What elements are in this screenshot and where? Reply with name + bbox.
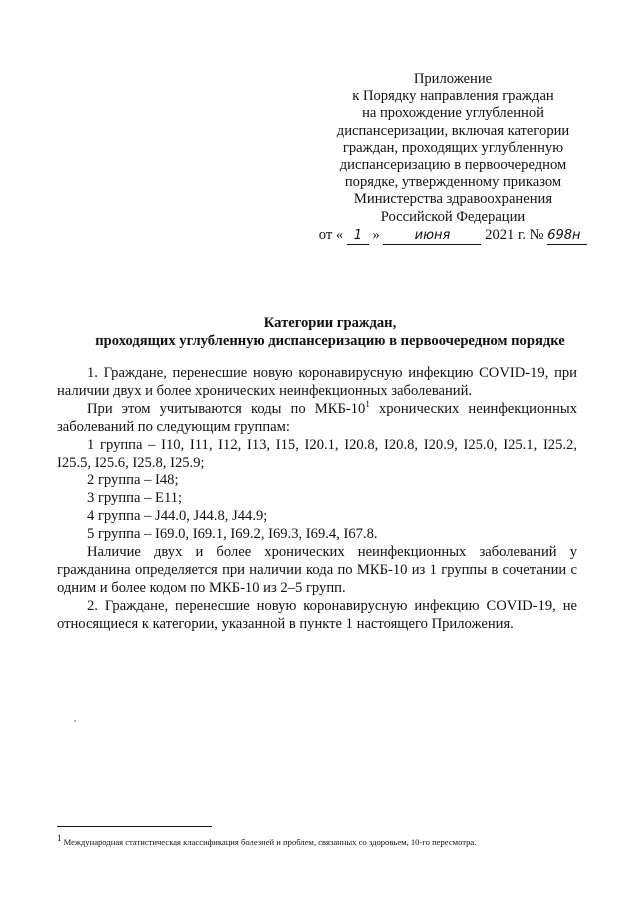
footnote-text: Международная статистическая классификация болезней и проблем, связанных со здоровьем, 10-го пересмотра. [61, 837, 477, 847]
order-day-handwritten: 1 [347, 227, 369, 245]
group-1: 1 группа – I10, I11, I12, I13, I15, I20.1, I20.8, I20.8, I20.9, I25.0, I25.1, I25.2, I25.5, I25.6, I25.8, I25.9; [57, 436, 577, 471]
appendix-line: граждан, проходящих углубленную [342, 139, 564, 156]
appendix-header [318, 71, 588, 245]
appendix-line: Приложение [413, 71, 493, 87]
paragraph-3: Наличие двух и более хронических неинфекционных заболеваний у гражданина определяется при наличии кода по МКБ-10 из 1 группы в сочетании с одним и более кодом по МКБ-10 из 2–5 групп. [57, 544, 577, 596]
title-line-2: проходящих углубленную диспансеризацию в первоочередном порядке [95, 333, 565, 349]
document-title [40, 314, 620, 350]
appendix-line: порядке, утвержденному приказом [344, 174, 562, 191]
paragraph-1: 1. Граждане, перенесшие новую коронавирусную инфекцию COVID-19, при наличии двух и более хронических неинфекционных заболеваний. [57, 365, 577, 399]
appendix-line: диспансеризации, включая категории [336, 122, 570, 139]
title-line-1: Категории граждан, [263, 315, 397, 331]
footnote-divider [57, 826, 212, 827]
appendix-line: Российской Федерации [380, 208, 526, 225]
paragraph-2-end: хронических неинфекционных заболеваний по следующим группам: [57, 400, 577, 435]
order-month-handwritten: июня [383, 227, 481, 245]
order-number-handwritten: 698н [547, 227, 587, 245]
footnote-reference: 1 [365, 398, 370, 409]
document-body [57, 365, 577, 634]
footnote [57, 833, 617, 848]
appendix-line: на прохождение углубленной [362, 105, 544, 122]
paragraph-2 [57, 398, 577, 437]
group-3: 3 группа – E11; [87, 490, 183, 507]
appendix-line: диспансеризацию в первоочередном [339, 157, 567, 174]
paragraph-2-start: При этом учитываются коды по МКБ-10 [87, 400, 366, 417]
scan-speck [74, 720, 76, 722]
footnote-mark: 1 [57, 833, 62, 844]
order-date-line [318, 227, 588, 245]
order-quote-close: » [372, 226, 380, 243]
order-prefix: от « [318, 226, 344, 243]
group-4: 4 группа – J44.0, J44.8, J44.9; [87, 508, 268, 525]
group-2: 2 группа – I48; [87, 472, 179, 489]
paragraph-4: 2. Граждане, перенесшие новую коронавирусную инфекцию COVID-19, не относящиеся к категории, указанной в пункте 1 настоящего Приложения. [57, 597, 577, 632]
group-5: 5 группа – I69.0, I69.1, I69.2, I69.3, I69.4, I67.8. [87, 526, 378, 543]
order-year: 2021 г. № [485, 226, 544, 243]
appendix-line: Министерства здравоохранения [353, 191, 553, 208]
appendix-line: к Порядку направления граждан [352, 88, 554, 105]
